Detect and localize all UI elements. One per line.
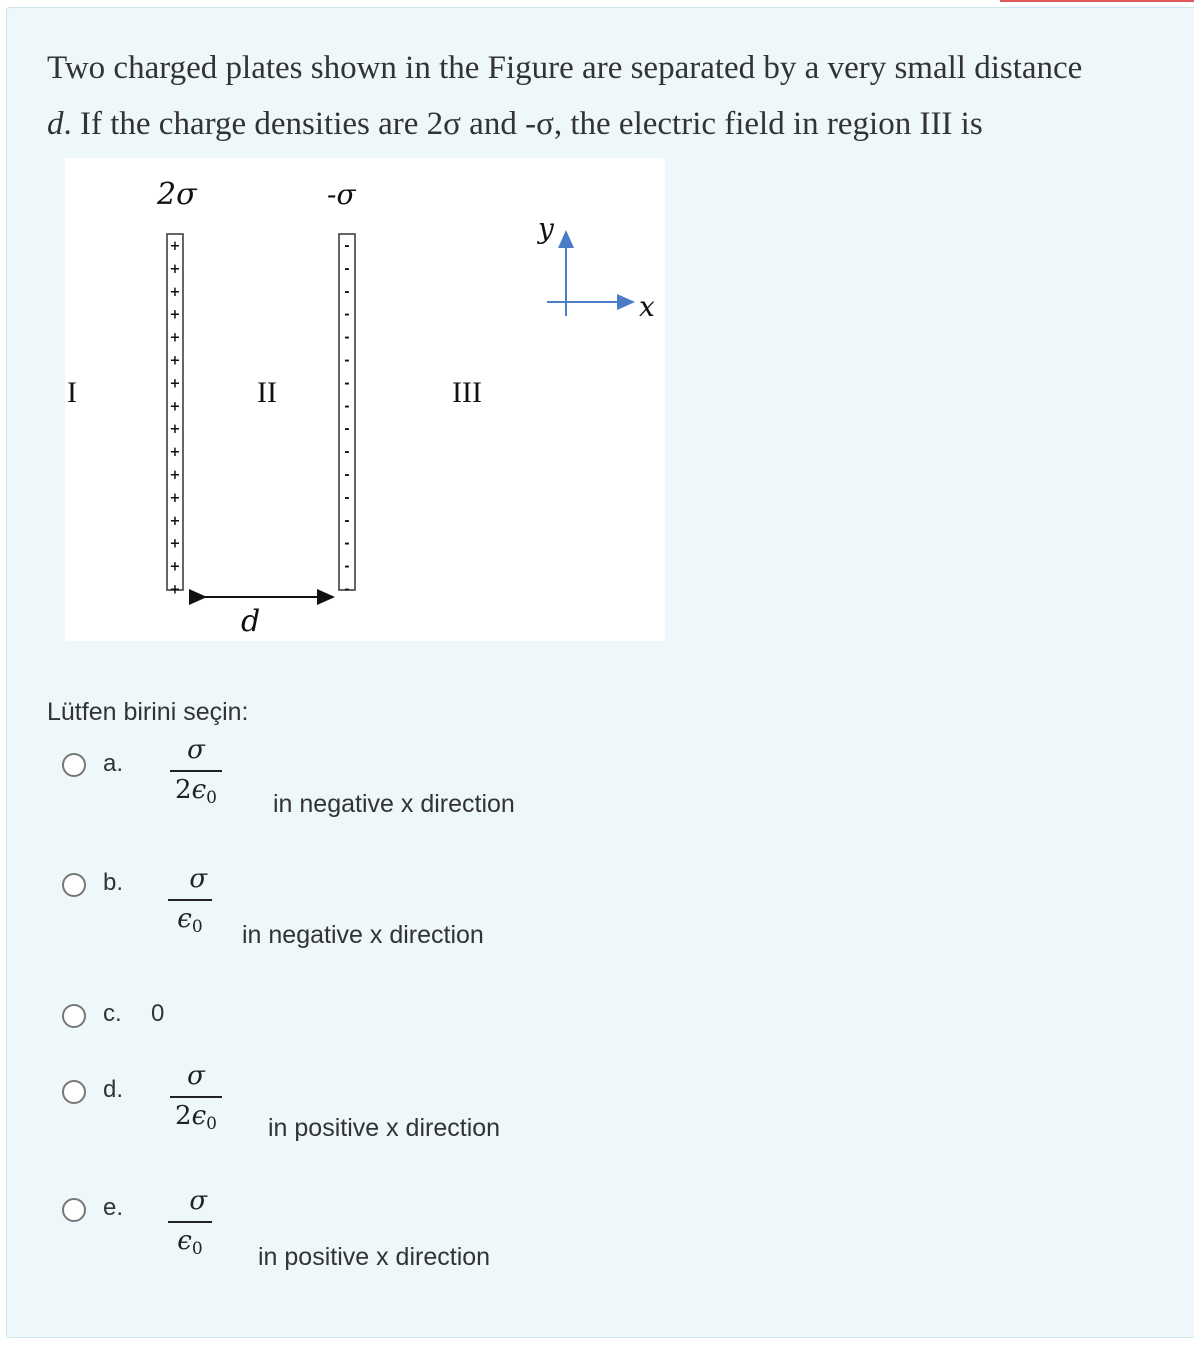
plate-right-label: -σ (327, 178, 356, 211)
plus-sign: + (169, 330, 181, 346)
region-1-label: I (67, 376, 77, 409)
option-a-numerator: σ (187, 735, 205, 765)
minus-sign: - (344, 559, 350, 575)
option-e-denominator: $\epsilon_0$ (177, 1226, 203, 1259)
option-b-numerator: 2σ (172, 864, 208, 894)
option-b-radio[interactable] (62, 873, 86, 897)
minus-sign: - (344, 399, 350, 415)
minus-sign: - (344, 468, 350, 483)
region-2-label: II (257, 376, 277, 409)
question-line-2 (47, 96, 1187, 152)
minus-sign: - (344, 330, 350, 346)
plus-sign: + (169, 239, 181, 254)
option-e-fraction (168, 1186, 212, 1264)
plus-sign: + (169, 261, 181, 277)
region-3-label: III (452, 376, 482, 409)
minus-sign: - (344, 376, 350, 392)
minus-sign: - (344, 536, 350, 552)
minus-sign: - (344, 284, 350, 300)
option-d-letter: d. (103, 1076, 124, 1103)
plus-sign: + (169, 490, 181, 506)
plus-sign: + (169, 284, 181, 300)
plus-sign: + (169, 445, 181, 461)
plus-sign: + (169, 422, 181, 438)
question-line-2-rest: . If the charge densities are 2σ and -σ, the electric field in region III is (63, 106, 983, 142)
plate-left-label: 2σ (157, 177, 197, 212)
question-text (47, 40, 1187, 152)
option-b-letter: b. (103, 869, 124, 896)
y-axis-label: y (538, 212, 554, 245)
choose-one-prompt: Lütfen birini seçin: (47, 698, 249, 726)
plus-sign: + (169, 582, 181, 598)
option-c-radio[interactable] (62, 1004, 86, 1028)
distance-label: d (241, 604, 261, 639)
minus-sign: - (344, 307, 350, 323)
option-d-numerator: σ (187, 1061, 205, 1091)
option-b-denominator: $\epsilon_0$ (177, 904, 203, 937)
distance-variable: d (47, 106, 64, 142)
minus-sign: - (344, 582, 350, 598)
option-d-direction: in positive x direction (268, 1114, 501, 1142)
plus-sign: + (169, 468, 181, 483)
plus-sign: + (169, 353, 181, 369)
plates-diagram (65, 158, 665, 641)
fraction-bar (168, 1221, 212, 1223)
plates-figure (65, 158, 665, 641)
question-line-1: Two charged plates shown in the Figure are separated by a very small distance (47, 50, 1083, 86)
plus-sign: + (169, 536, 181, 552)
minus-sign: - (344, 513, 350, 529)
plus-sign: + (169, 376, 181, 392)
option-e-numerator: 2σ (172, 1186, 208, 1216)
option-d-fraction (170, 1061, 222, 1139)
option-a-denominator: $2\epsilon_0$ (175, 775, 217, 808)
x-axis-label: x (639, 290, 655, 323)
option-c-value: 0 (151, 1000, 165, 1027)
option-b-fraction (168, 864, 212, 942)
plus-sign: + (169, 559, 181, 575)
top-accent-line (1000, 0, 1194, 2)
minus-sign: - (344, 422, 350, 438)
option-e-radio[interactable] (62, 1198, 86, 1222)
plus-sign: + (169, 307, 181, 323)
option-e-letter: e. (103, 1194, 124, 1221)
option-d-denominator: $2\epsilon_0$ (175, 1101, 217, 1134)
option-b-direction: in negative x direction (242, 921, 484, 949)
option-a-letter: a. (103, 750, 124, 777)
fraction-bar (170, 1096, 222, 1098)
option-a-direction: in negative x direction (273, 790, 515, 818)
minus-sign: - (344, 239, 350, 254)
fraction-bar (170, 770, 222, 772)
option-a-radio[interactable] (62, 753, 86, 777)
option-d-radio[interactable] (62, 1080, 86, 1104)
plus-sign: + (169, 513, 181, 529)
fraction-bar (168, 899, 212, 901)
minus-sign: - (344, 445, 350, 461)
plus-sign: + (169, 399, 181, 415)
option-c-letter: c. (103, 1000, 122, 1027)
option-a-fraction (170, 735, 222, 813)
option-e-direction: in positive x direction (258, 1243, 491, 1271)
minus-sign: - (344, 261, 350, 277)
minus-sign: - (344, 490, 350, 506)
minus-sign: - (344, 353, 350, 369)
